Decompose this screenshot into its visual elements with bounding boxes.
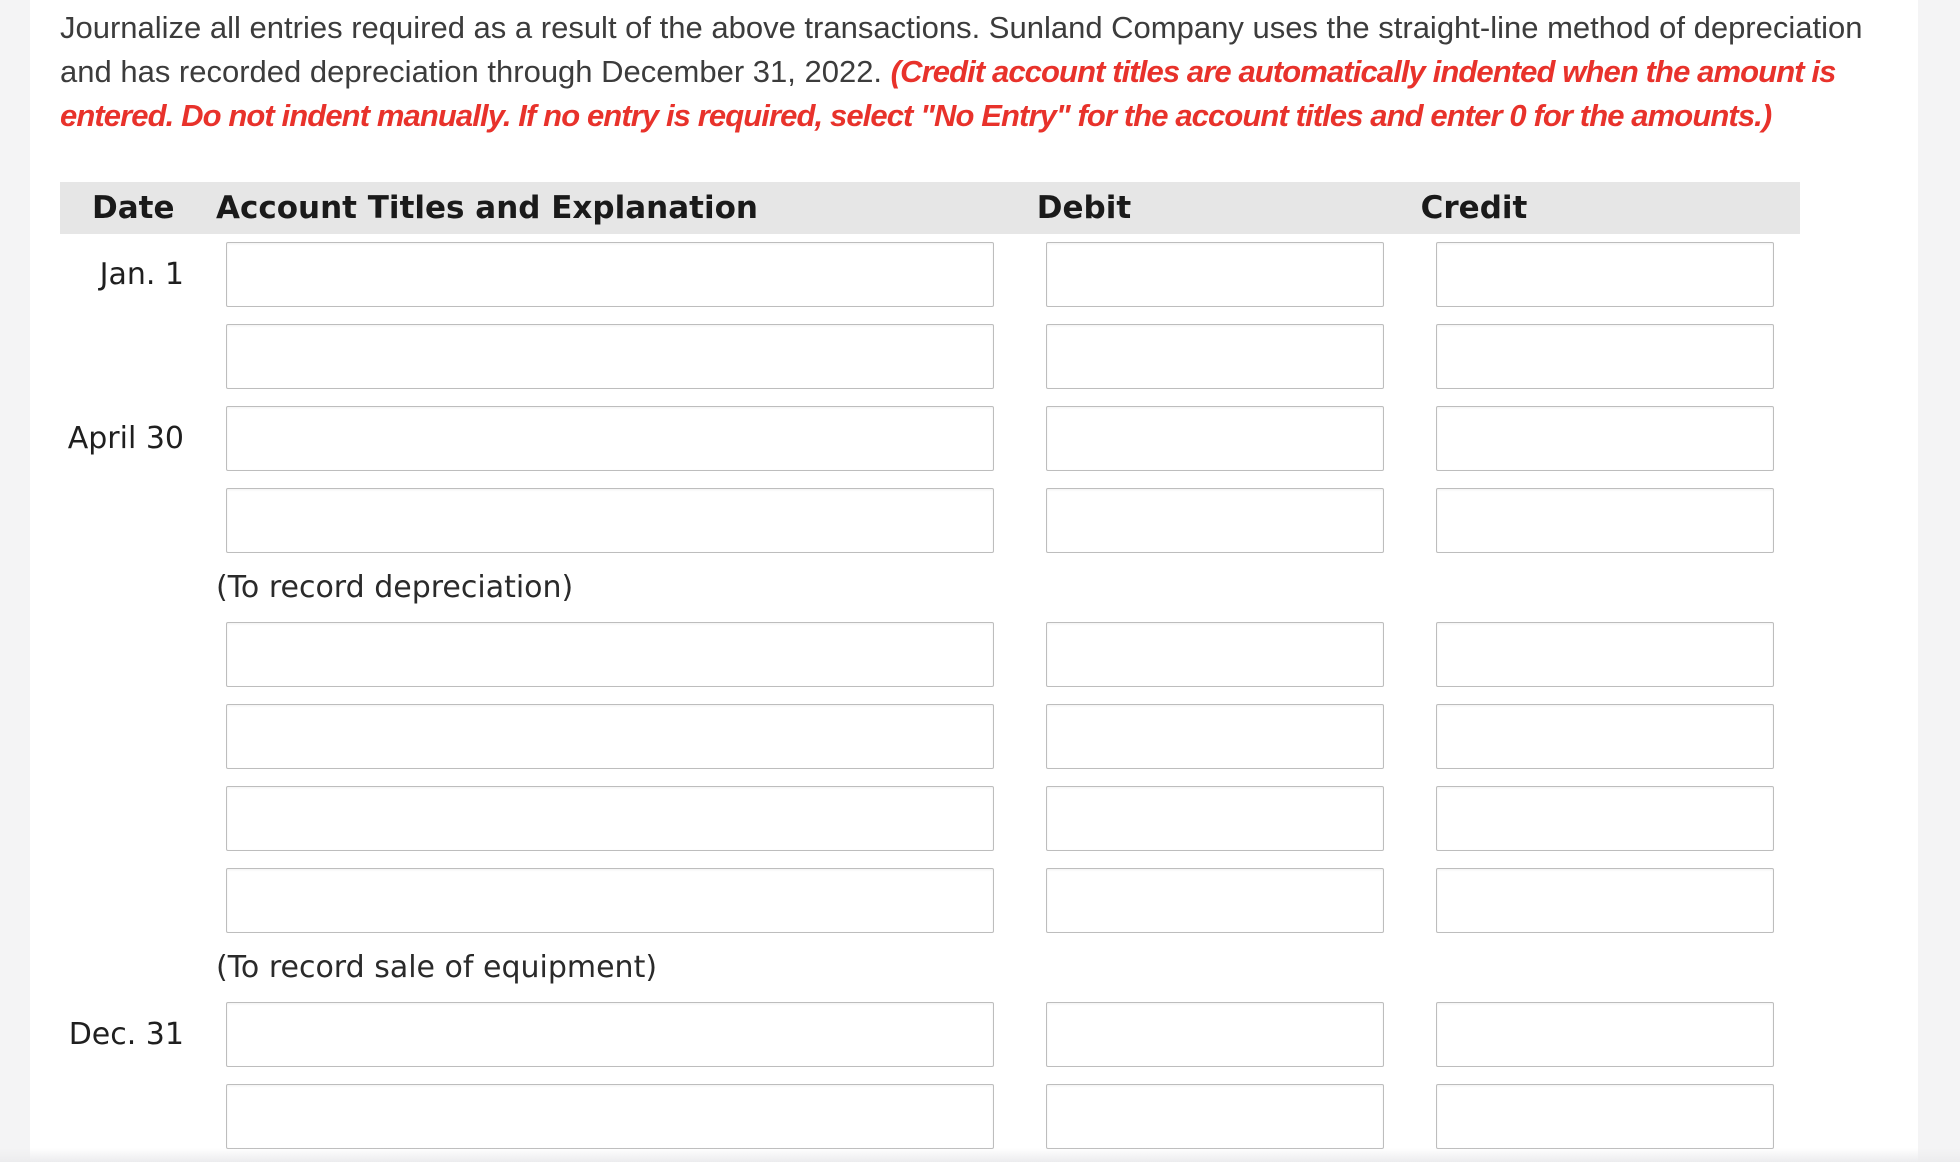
credit-input[interactable] [1436, 868, 1774, 933]
account-title-input[interactable] [226, 622, 994, 687]
debit-input[interactable] [1046, 324, 1384, 389]
credit-input[interactable] [1436, 1084, 1774, 1149]
account-title-input[interactable] [226, 324, 994, 389]
header-account-titles: Account Titles and Explanation [216, 190, 758, 226]
date-april-30: April 30 [67, 421, 184, 456]
debit-input[interactable] [1046, 242, 1384, 307]
account-title-input[interactable] [226, 1002, 994, 1067]
instructions-text: Journalize all entries required as a result of the above transactions. Sunland Company uses the straight-line method of depreciation and has recorded depreciation through December 31, 2022. [60, 10, 1863, 89]
date-jan-1: Jan. 1 [99, 257, 184, 292]
debit-input[interactable] [1046, 622, 1384, 687]
credit-input[interactable] [1436, 488, 1774, 553]
header-date: Date [92, 190, 175, 226]
debit-input[interactable] [1046, 786, 1384, 851]
account-title-input[interactable] [226, 1084, 994, 1149]
account-title-input[interactable] [226, 406, 994, 471]
credit-input[interactable] [1436, 242, 1774, 307]
account-title-input[interactable] [226, 488, 994, 553]
account-title-input[interactable] [226, 786, 994, 851]
header-debit: Debit [1036, 190, 1132, 226]
account-title-input[interactable] [226, 868, 994, 933]
credit-input[interactable] [1436, 786, 1774, 851]
journal-header [60, 182, 1800, 234]
credit-input[interactable] [1436, 406, 1774, 471]
debit-input[interactable] [1046, 1084, 1384, 1149]
instructions [60, 6, 1890, 138]
credit-input[interactable] [1436, 622, 1774, 687]
explanation-sale-of-equipment: (To record sale of equipment) [216, 950, 658, 985]
bottom-scroll-shadow [0, 1148, 1960, 1162]
debit-input[interactable] [1046, 704, 1384, 769]
debit-input[interactable] [1046, 406, 1384, 471]
account-title-input[interactable] [226, 704, 994, 769]
credit-input[interactable] [1436, 704, 1774, 769]
debit-input[interactable] [1046, 868, 1384, 933]
account-title-input[interactable] [226, 242, 994, 307]
credit-input[interactable] [1436, 324, 1774, 389]
credit-input[interactable] [1436, 1002, 1774, 1067]
date-dec-31: Dec. 31 [68, 1017, 184, 1052]
debit-input[interactable] [1046, 488, 1384, 553]
header-credit: Credit [1420, 190, 1528, 226]
explanation-depreciation: (To record depreciation) [216, 570, 574, 605]
debit-input[interactable] [1046, 1002, 1384, 1067]
instructions-note: (Credit account titles are automatically indented when the amount is entered. Do not indent manually. If no entry is required, select "No Entry" for the account titles and enter 0 for the amounts.) [60, 54, 1836, 133]
